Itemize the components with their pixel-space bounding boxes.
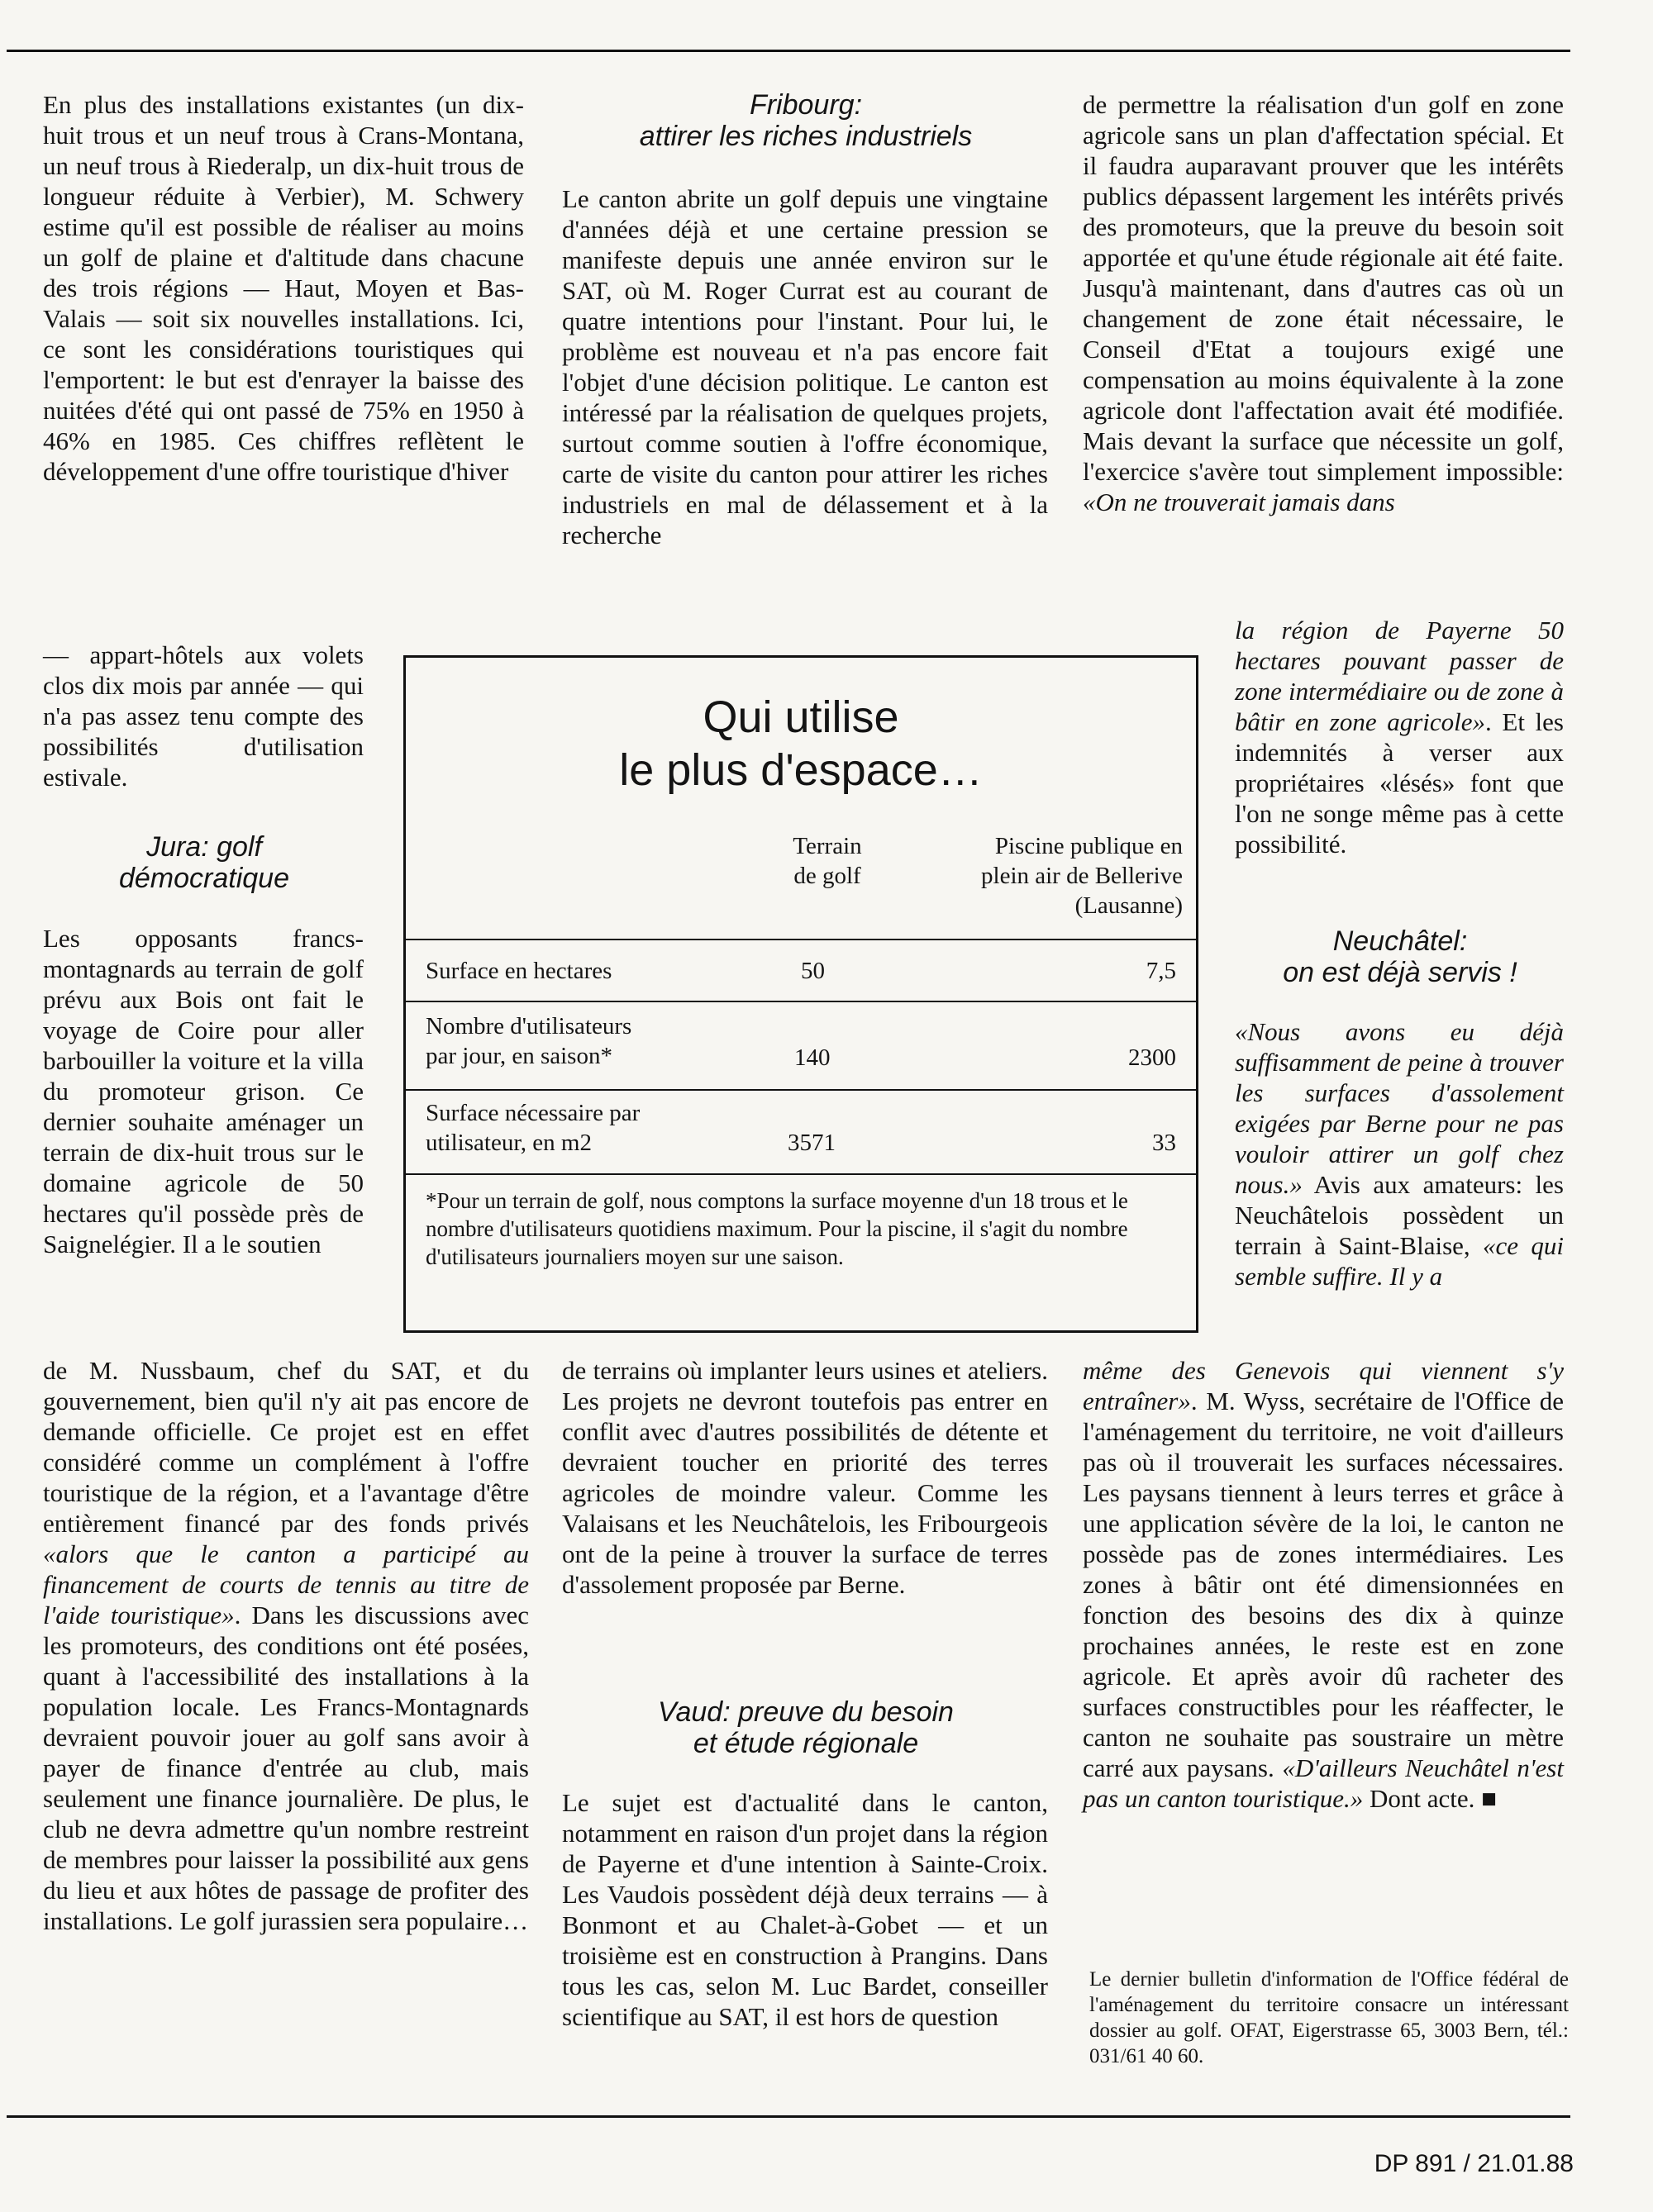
row-1-pool-value: 7,5 [1146,958,1176,984]
jura-p2-quote: «alors que le canton a participé au financement de courts de tennis au titre de l'aide touristique» [43,1539,529,1629]
row-1-golf-value: 50 [801,958,825,984]
neuchatel-paragraph-1 [1235,1016,1564,1292]
vaud-heading-line1: Vaud: preuve du besoin [658,1696,954,1728]
row-3-label-line2: utilisateur, en m2 [426,1130,592,1156]
jura-paragraph-1-text: Les opposants francs-montagnards au terrain de golf prévu aux Bois ont fait le voyage de Coire pour aller barbouiller la voiture et la villa du promoteur grison. Ce dernier souhaite aménager un terrain de dix-huit trous sur le domaine agricole de 50 hectares qu'il possède près de Saignelégier. Il a le soutien [43,924,364,1258]
vaud-paragraph-2 [1083,89,1564,517]
space-usage-box [403,655,1198,1333]
table-divider [406,1173,1196,1175]
neuchatel-heading-line1: Neuchâtel: [1332,925,1468,957]
row-3-label-line1: Surface nécessaire par [426,1100,641,1126]
neuchatel-end: Dont acte. ■ [1363,1784,1497,1813]
vaud-p2-quote-start: «On ne trouverait jamais dans [1083,488,1395,516]
neuchatel-quote-2-end: même des Genevois qui viennent s'y entraîner» [1083,1356,1564,1415]
jura-p2-start: de M. Nussbaum, chef du SAT, et du gouvernement, bien qu'il n'y ait pas encore de demande officielle. Ce projet est en effet considéré comme un complément à l'offre touristique de la région, et a l'avantage d'être entièrement financé par des fonds privés [43,1356,529,1538]
jura-p2-end: . Dans les discussions avec les promoteurs, des conditions ont été posées, quant à l'accessibilité des installations à la population locale. Les Francs-Montagnards devraient pouvoir jouer au golf sans avoir à payer de finance d'entrée au club, mais seulement une finance journalière. De plus, le club ne devra admettre qu'un nombre restreint de membres pour laisser la possibilité aux gens du lieu et aux hôtes de passage de profiter des installations. Le golf jurassien sera populaire… [43,1601,529,1935]
row-3-pool-value: 33 [1152,1130,1176,1156]
col-header-pool-line3: (Lausanne) [1074,892,1183,919]
col-header-pool [918,831,1183,920]
row-3-golf-value: 3571 [788,1130,836,1156]
neuchatel-quote-3: «D'ailleurs Neuchâtel n'est pas un canton touristique.» [1083,1753,1564,1813]
col1-intro-cont [43,640,364,792]
col1-intro [43,89,524,487]
neuchatel-paragraph-1-text [1235,1016,1564,1292]
table-divider [406,1089,1196,1091]
neuchatel-paragraph-2-text [1083,1355,1564,1814]
col-header-golf-line2: de golf [793,863,861,889]
page-footer: DP 891 / 21.01.88 [1374,2150,1574,2177]
fribourg-paragraph-2-text: de terrains où implanter leurs usines et ateliers. Les projets ne devront toutefois pas entrer en conflit avec d'autres possibilités de détente et devraient toucher en priorité des terres agricoles de moindre valeur. Comme les Valaisans et les Neuchâtelois, les Fribourgeois ont de la peine à trouver la surface de terres d'assolement proposée par Berne. [562,1356,1048,1599]
ofat-note: Le dernier bulletin d'information de l'Office fédéral de l'aménagement du territoire consacre un intéressant dossier au golf. OFAT, Eigerstrasse 65, 3003 Bern, tél.: 031/61 40 60. [1089,1968,1569,2067]
table-divider [406,1001,1196,1002]
col1-intro-text: En plus des installations existantes (un dix-huit trous et un neuf trous à Crans-Montana, un neuf trous à Riederalp, un dix-huit trous de longueur réduite à Verbier), M. Schwery estime qu'il est possible de réaliser au moins un golf de plaine et d'altitude dans chacune des trois régions — Haut, Moyen et Bas-Valais — soit six nouvelles installations. Ici, ce sont les considérations touristiques qui l'emportent: le but est d'enrayer la baisse des nuitées d'été qui ont passé de 75% en 1950 à 46% en 1985. Ces chiffres reflètent le développement d'une offre touristique d'hiver [43,90,524,486]
jura-heading [43,831,365,894]
jura-paragraph-2 [43,1355,529,1936]
vaud-heading [562,1696,1050,1759]
box-title-line2: le plus d'espace… [619,745,983,795]
box-footnote: *Pour un terrain de golf, nous comptons la surface moyenne d'un 18 trous et le nombre d'utilisateurs quotidiens maximum. Pour la piscine, il s'agit du nombre d'utilisateurs journaliers moyen sur une saison. [426,1188,1128,1269]
row-label [426,1011,631,1071]
fribourg-paragraph-2 [562,1355,1048,1600]
neuchatel-quote-1: «Nous avons eu déjà suffisamment de peine à trouver les surfaces d'assolement exigées par Berne pour ne pas vouloir attirer un golf chez nous.» [1235,1017,1564,1199]
neuchatel-paragraph-2 [1083,1355,1564,1814]
neuchatel-heading-line2: on est déjà servis ! [1283,957,1517,988]
vaud-paragraph-2-cont-text [1235,615,1564,859]
row-2-label-line2: par jour, en saison* [426,1043,612,1069]
col-header-golf-line1: Terrain [793,833,862,859]
jura-heading-line2: démocratique [118,863,289,894]
fribourg-heading-line2: attirer les riches industriels [639,121,973,152]
fribourg-paragraph-1-text: Le canton abrite un golf depuis une vingtaine d'années déjà et une certaine pression se manifeste depuis une année environ sur le SAT, où M. Roger Currat est au courant de quatre intentions pour l'instant. Pour lui, le problème est nouveau et n'a pas encore fait l'objet d'une décision politique. Le canton est intéressé par la réalisation de quelques projets, surtout comme soutien à l'offre économique, carte de visite du canton pour attirer les riches industriels en mal de délassement et à la recherche [562,184,1048,549]
fribourg-heading [562,89,1050,152]
row-2-label-line1: Nombre d'utilisateurs [426,1013,632,1039]
vaud-paragraph-2-cont [1235,615,1564,859]
vaud-p2-quote-end: la région de Payerne 50 hectares pouvant passer de zone intermédiaire ou de zone à bâtir en zone agricole» [1235,616,1564,736]
table-divider [406,939,1196,940]
col-header-pool-line2: plein air de Bellerive [981,863,1183,889]
top-rule [7,50,1570,52]
row-label [426,956,612,986]
row-1-label: Surface en hectares [426,958,612,984]
row-label [426,1098,640,1158]
vaud-paragraph-1-text: Le sujet est d'actualité dans le canton, notamment en raison d'un projet dans la région de Payerne et d'une intention à Sainte-Croix. Les Vaudois possèdent déjà deux terrains — à Bonmont et au Chalet-à-Gobet — et un troisième est en construction à Prangins. Dans tous les cas, selon M. Luc Bardet, conseiller scientifique au SAT, il est hors de question [562,1788,1048,2031]
row-2-pool-value: 2300 [1128,1044,1176,1071]
vaud-paragraph-2-text [1083,89,1564,517]
col-header-golf [745,831,910,891]
jura-paragraph-2-text [43,1355,529,1936]
box-title-line1: Qui utilise [703,692,899,742]
vaud-paragraph-1 [562,1787,1048,2032]
neuchatel-p1-text: Avis aux amateurs: les Neuchâtelois possèdent un terrain à Saint-Blaise, [1235,1170,1564,1260]
bottom-rule [7,2115,1570,2118]
neuchatel-heading [1235,925,1565,988]
box-title [406,691,1196,797]
row-2-golf-value: 140 [794,1044,831,1071]
col1-intro-cont-text: — appart-hôtels aux volets clos dix mois par année — qui n'a pas assez tenu compte des possibilités d'utilisation estivale. [43,640,364,792]
vaud-p2-start: de permettre la réalisation d'un golf en zone agricole sans un plan d'affectation spécial. Et il faudra auparavant prouver que les intérêts publics dépassent largement les intérêts privés des promoteurs, que la preuve du besoin soit apportée et qu'une étude régionale ait été faite. Jusqu'à maintenant, dans d'autres cas où un changement de zone était nécessaire, le Conseil d'Etat a toujours exigé une compensation au moins équivalente à la zone agricole dont l'affectation avait été modifiée. Mais devant la surface que nécessite un golf, l'exercice s'avère tout simplement impossible: [1083,90,1564,486]
col-header-pool-line1: Piscine publique en [994,833,1183,859]
fribourg-heading-line1: Fribourg: [749,89,863,121]
vaud-p2-end: . Et les indemnités à verser aux propriétaires «lésés» font que l'on ne songe même pas à cette possibilité. [1235,707,1564,859]
jura-paragraph-1 [43,923,364,1259]
neuchatel-p2-text: . M. Wyss, secrétaire de l'Office de l'aménagement du territoire, ne voit d'ailleurs pas où il trouverait les surfaces nécessaires. Les paysans tiennent à leurs terres et grâce à une application sévère de la loi, le canton ne possède pas de zones intermédiaires. Les zones à bâtir ont été dimensionnées en fonction des besoins des dix à quinze prochaines années, le reste est en zone agricole. Et après avoir dû racheter des surfaces constructibles pour les réaffecter, le canton ne souhaite pas soustraire un mètre carré aux paysans. [1083,1387,1564,1782]
jura-heading-line1: Jura: golf [146,831,262,863]
vaud-heading-line2: et étude régionale [693,1728,919,1759]
fribourg-paragraph-1 [562,183,1048,550]
neuchatel-quote-2-start: «ce qui semble suffire. Il y a [1235,1231,1564,1291]
